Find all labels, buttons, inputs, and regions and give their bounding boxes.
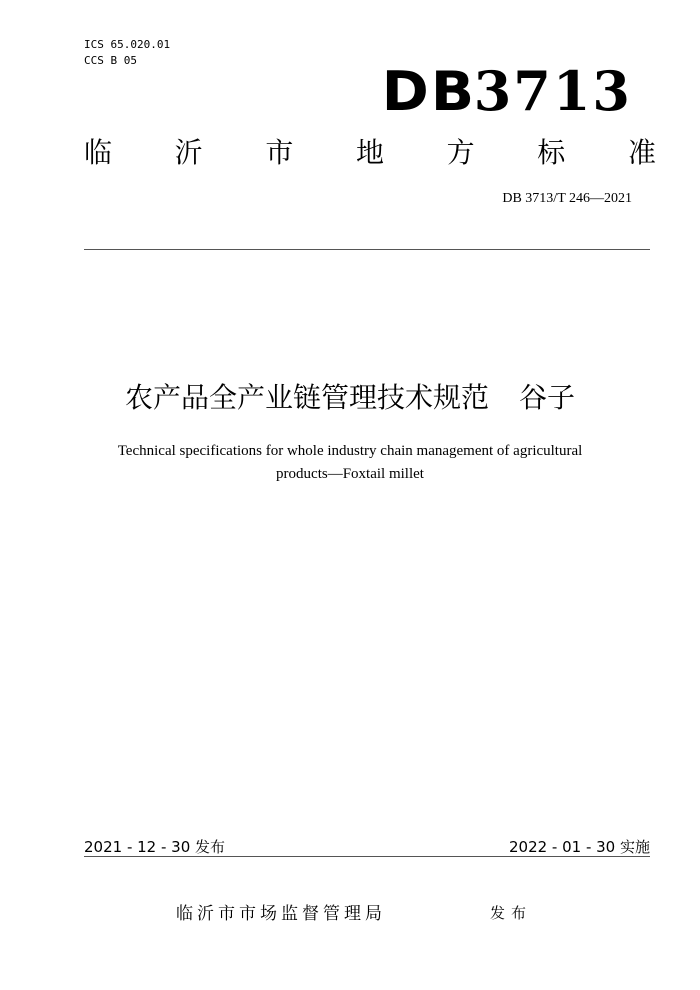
logo-db-text: DB [381,60,476,123]
level-char: 准 [627,136,656,169]
english-title-line-1: Technical specifications for whole industry chain management of agricultural [117,443,583,459]
implementation-date: 2022 - 01 - 30 实施 [508,838,650,856]
issuing-authority: 临沂市市场监督管理局 [176,904,386,924]
chinese-title-sub: 谷子 [519,381,576,414]
bottom-divider [84,856,650,857]
top-divider [84,249,650,250]
publish-label: 发布 [490,904,533,922]
ics-code: ICS 65.020.01 [84,38,171,51]
english-title-line-2: products—Foxtail millet [276,466,424,482]
english-title [80,440,620,486]
standard-number: DB 3713/T 246—2021 [502,191,632,206]
level-char: 地 [355,136,384,169]
issue-date: 2021 - 12 - 30 发布 [84,838,226,856]
level-char: 临 [84,136,113,169]
level-char: 方 [446,136,475,169]
level-char: 沂 [174,136,203,169]
level-char: 标 [537,136,566,169]
db-logo [381,59,632,123]
level-char: 市 [265,136,294,169]
standard-level-heading [84,136,656,170]
chinese-title [0,380,700,416]
ccs-code: CCS B 05 [84,54,137,67]
logo-number: 3713 [473,59,632,123]
chinese-title-main: 农产品全产业链管理技术规范 [124,381,489,414]
